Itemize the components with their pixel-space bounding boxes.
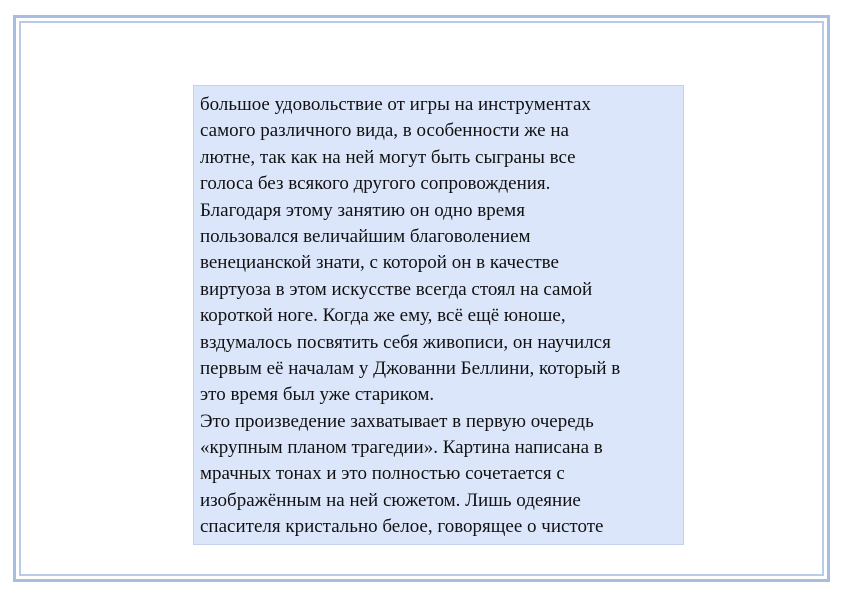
text-line: первым её началам у Джованни Беллини, который в bbox=[200, 357, 621, 379]
text-line: это время был уже стариком. bbox=[200, 384, 435, 406]
text-line: короткой ноге. Когда же ему, всё ещё юноше, bbox=[200, 305, 566, 327]
text-line: лютне, так как на ней могут быть сыграны все bbox=[200, 146, 576, 168]
text-line: «крупным планом трагедии». Картина написана в bbox=[200, 437, 603, 459]
text-block bbox=[193, 85, 684, 545]
text-line: Это произведение захватывает в первую очередь bbox=[200, 410, 594, 432]
text-line: мрачных тонах и это полностью сочетается с bbox=[200, 463, 565, 485]
text-line: вздумалось посвятить себя живописи, он научился bbox=[200, 331, 611, 353]
text-line: изображённым на ней сюжетом. Лишь одеяние bbox=[200, 489, 581, 511]
text-line: голоса без всякого другого сопровождения. bbox=[200, 173, 551, 195]
text-line: Благодаря этому занятию он одно время bbox=[200, 199, 525, 221]
text-line: спасителя кристально белое, говорящее о чистоте bbox=[200, 516, 604, 538]
text-line: пользовался величайшим благоволением bbox=[200, 225, 531, 247]
text-line: большое удовольствие от игры на инструментах bbox=[200, 94, 591, 115]
text-line: виртуоза в этом искусстве всегда стоял на самой bbox=[200, 278, 593, 300]
text-line: самого различного вида, в особенности же на bbox=[200, 120, 569, 142]
text-line: венецианской знати, с которой он в качестве bbox=[200, 252, 559, 274]
